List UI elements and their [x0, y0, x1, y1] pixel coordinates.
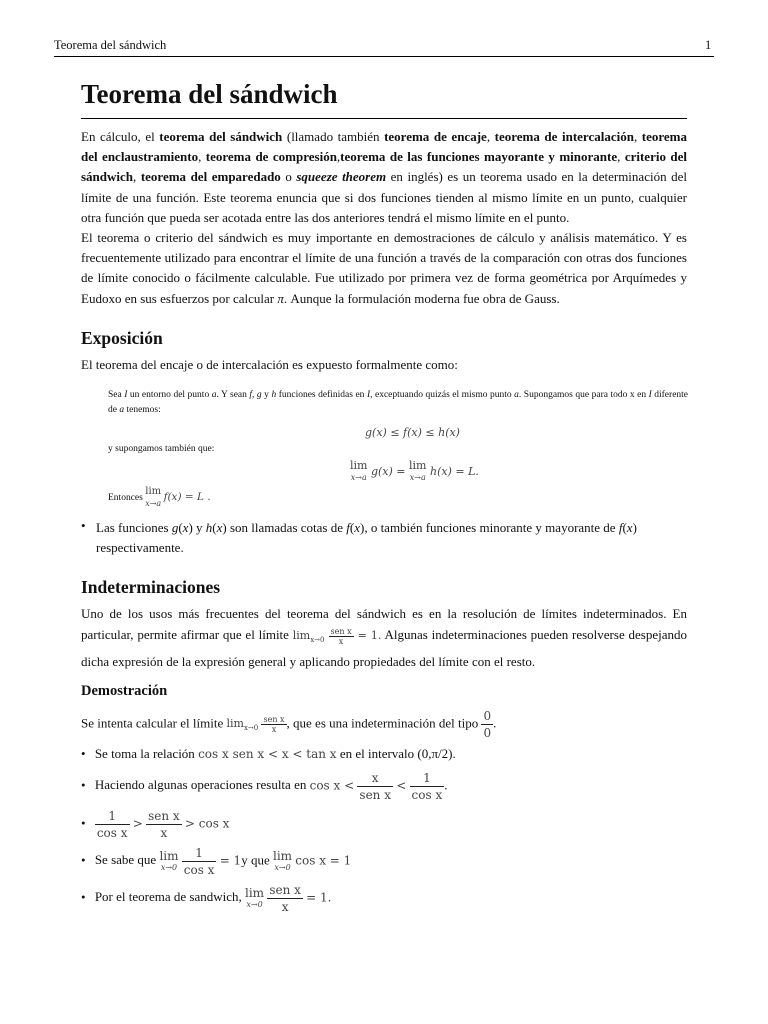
exposicion-intro: El teorema del encaje o de intercalación es expuesto formalmente como:	[81, 357, 458, 372]
indeterminaciones-paragraph: Uno de los usos más frecuentes del teorema del sándwich es en la resolución de límites indeterminados. En particular, permite afirmar que el límite $\lim_{x\to 0}$ $\frac{\text{sen x}}{x}$ = 1. Algunas indeterminaciones pueden resolverse despejando dicha expresión de la expresión general y aplicando propiedades del límite con el resto.	[81, 606, 687, 670]
bullet-relacion: • Se toma la relación cos x sen x < x < tan x en el intervalo (0,π/2).	[81, 746, 456, 761]
inequality-formula: g(x) ≤ f(x) ≤ h(x)	[365, 426, 460, 439]
bullet-cotas: •	[81, 518, 86, 533]
bullet-cotas-text: Las funciones g(x) y h(x) son llamadas cotas de f(x), o también funciones minorante y mayorante de f(x) respectivamente.	[96, 520, 637, 556]
title-rule	[81, 118, 687, 119]
intro-paragraph-1: En cálculo, el teorema del sándwich (llamado también teorema de encaje, teorema de intercalación, teorema del enclaustramiento, teorema de compresión,teorema de las funciones mayorante y minorante, criterio del sándwich, teorema del emparedado o squeeze theorem en inglés) es un teorema usado en la determinación del límite de una función. Este teorema enuncia que si dos funciones tienden al mismo límite en un punto, cualquier otra función que pueda ser acotada entre las dos anteriores tendrá el mismo límite en el punto.	[81, 129, 687, 225]
limits-formula: lim x→a g(x) = lim x→a h(x) = L.	[350, 459, 479, 482]
section-heading-demostracion: Demostración	[81, 683, 168, 699]
running-header-title: Teorema del sándwich	[54, 38, 167, 52]
header-rule	[54, 56, 714, 57]
page-number: 1	[705, 38, 712, 52]
section-heading-indeterminaciones: Indeterminaciones	[81, 577, 221, 597]
bullet-operaciones: • Haciendo algunas operaciones resulta en cos x < $\frac{x}{\text{sen x}}$ < $\frac{1}{\text{cos x}}$ .	[81, 771, 448, 802]
also-suppose-text: y supongamos también que:	[108, 444, 215, 454]
bullet-sandwich: • Por el teorema de sandwich, lim x→0 $\frac{\text{sen x}}{x}$ = 1.	[81, 883, 332, 914]
theorem-statement: Sea I un entorno del punto a. Y sean f, g y h funciones definidas en I, exceptuando quizás el mismo punto a. Supongamos que para todo x en I diferente de a tenemos:	[108, 390, 689, 415]
bullet-se-sabe: • Se sabe que lim x→0 $\frac{1}{\text{cos x}}$ = 1y que lim x→0 cos x = 1	[81, 846, 352, 877]
intro-paragraph-2: El teorema o criterio del sándwich es muy importante en demostraciones de cálculo y análisis matemático. Y es frecuentemente utilizado para encontrar el límite de una función a través de la comparación con otras dos funciones de límite conocido o fácilmente calculable. Fue utilizado por primera vez de forma geométrica por Arquímedes y Eudoxo en sus esfuerzos por calcular π. Aunque la formulación moderna fue obra de Gauss.	[81, 230, 687, 306]
bullet-inequality: • $\frac{1}{\text{cos x}}$ > $\frac{\text{sen x}}{x}$ > cos x	[81, 809, 230, 840]
demostracion-intro: Se intenta calcular el límite $\lim_{x\to 0}$ $\frac{\text{sen x}}{x}$ , que es una indeterminación del tipo $\frac{0}{0}$ .	[81, 709, 497, 740]
page-title: Teorema del sándwich	[81, 79, 338, 109]
conclusion-formula: Entonces lim x→a f(x) = L .	[108, 486, 211, 508]
section-heading-exposicion: Exposición	[81, 328, 163, 348]
